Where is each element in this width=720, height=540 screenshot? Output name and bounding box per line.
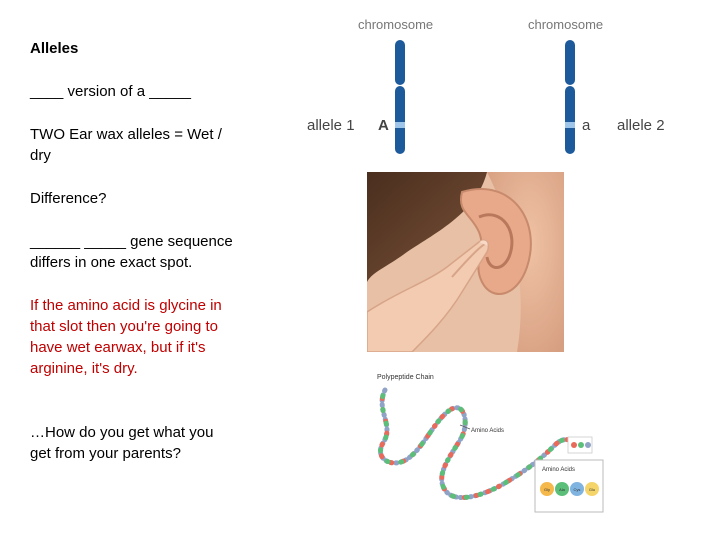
- allele-2-letter: a: [582, 117, 591, 134]
- chromosome-right-upper-arm: [565, 40, 575, 85]
- polypeptide-illustration: [365, 365, 615, 515]
- polypeptide-chain-figure: [365, 365, 615, 515]
- chromosome-left-upper-arm: [395, 40, 405, 85]
- ear-illustration: [367, 172, 564, 352]
- inset-bead-3-label: Cys: [573, 487, 581, 492]
- slide-title: Alleles: [30, 40, 79, 57]
- chromosome-left-lower-arm: [395, 86, 405, 154]
- inset-label: Amino Acids: [542, 467, 576, 473]
- amino-acids-callout: Amino Acids: [471, 428, 505, 434]
- parents-question: …How do you get what you get from your parents?: [30, 424, 214, 462]
- two-alleles-line: TWO Ear wax alleles = Wet / dry: [30, 126, 222, 164]
- chromosome-allele-figure: [300, 10, 680, 160]
- allele-band-left: [395, 122, 405, 128]
- allele-1-letter: A: [378, 117, 389, 134]
- difference-line: Difference?: [30, 190, 107, 207]
- inset-bead-4-label: Glu: [588, 487, 596, 492]
- version-line: ____ version of a _____: [30, 83, 191, 100]
- chromosome-label-right: chromosome: [528, 17, 604, 32]
- allele-2-label: allele 2: [617, 117, 665, 134]
- polypeptide-chain-label: Polypeptide Chain: [377, 374, 434, 381]
- allele-1-label: allele 1: [307, 117, 355, 134]
- sequence-line: ______ _____ gene sequence differs in one exact spot.: [30, 233, 233, 271]
- glycine-arginine-line: If the amino acid is glycine in that slot then you're going to have wet earwax, but if it's arginine, it's dry.: [30, 297, 222, 377]
- slide-text-column: [30, 38, 235, 464]
- ear-finger-photo: [367, 172, 564, 352]
- inset-bead-1-label: Gly: [544, 487, 550, 492]
- chromosome-right-lower-arm: [565, 86, 575, 154]
- allele-band-right: [565, 122, 575, 128]
- chromosome-label-left: chromosome: [358, 17, 434, 32]
- inset-bead-2-label: Ala: [559, 487, 565, 492]
